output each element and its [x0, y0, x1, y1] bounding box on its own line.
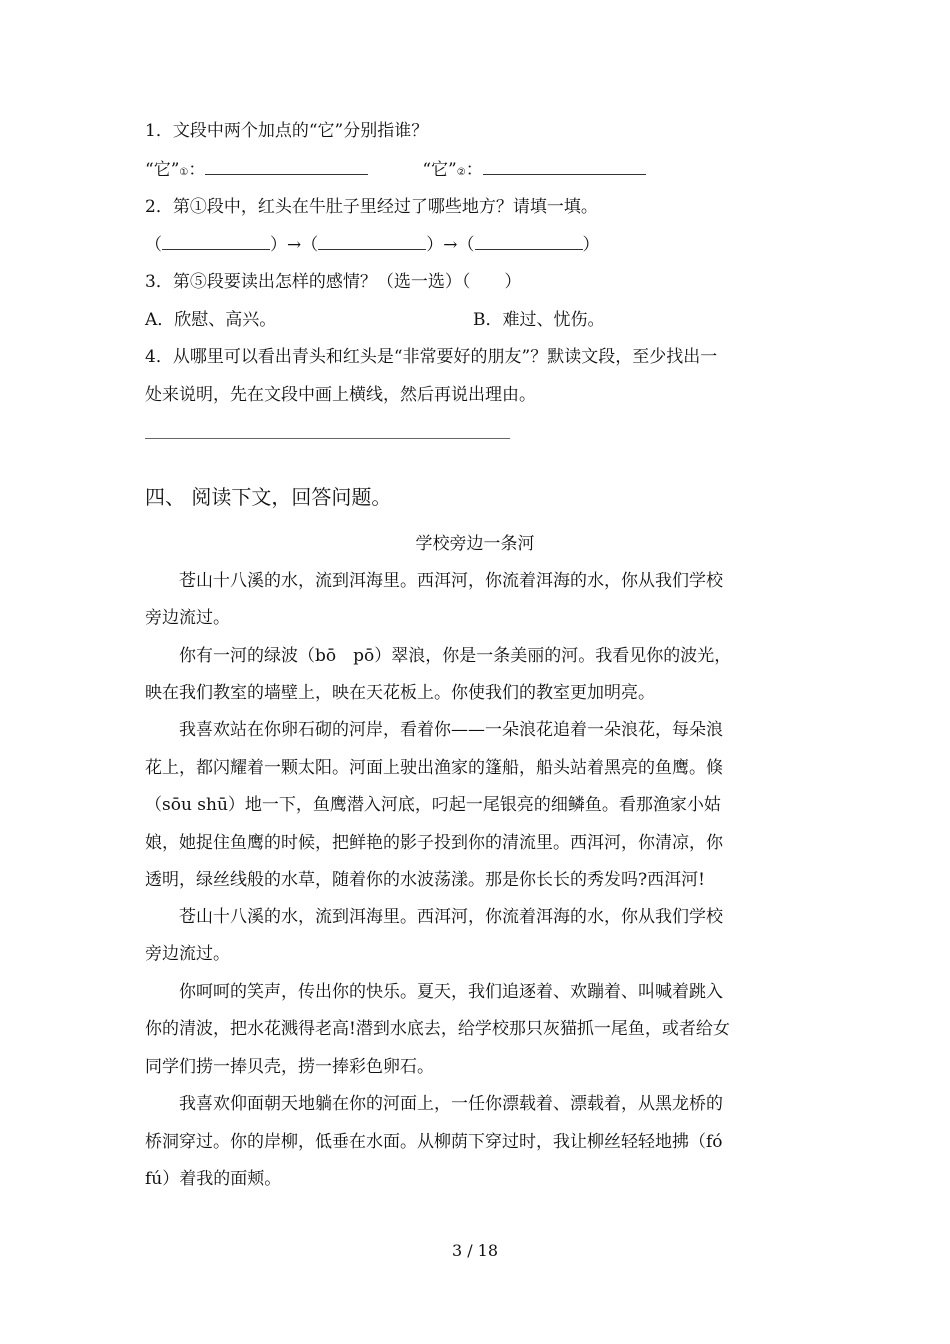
article-line: 映在我们教室的墙壁上，映在天花板上。你使我们的教室更加明亮。	[145, 683, 655, 703]
answer-2-blank[interactable]	[483, 158, 646, 175]
answer-line[interactable]	[145, 438, 510, 439]
article-title: 学校旁边一条河	[415, 534, 535, 554]
article-line: fú）着我的面颊。	[145, 1169, 282, 1189]
question-4-line-2: 处来说明，先在文段中画上横线，然后再说出理由。	[145, 385, 536, 405]
article-line: 我喜欢仰面朝天地躺在你的河面上，一任你漂载着、漂载着，从黑龙桥的	[145, 1094, 723, 1114]
route-blank-3[interactable]	[475, 233, 583, 250]
article-line: 娘，她捉住鱼鹰的时候，把鲜艳的影子投到你的清流里。西洱河，你清凉，你	[145, 833, 723, 853]
answer-1-label: “它”①：	[145, 160, 206, 180]
route-blank-2[interactable]	[318, 233, 426, 250]
page-number: 3 / 18	[451, 1241, 499, 1260]
article-line: 旁边流过。	[145, 608, 230, 628]
option-b[interactable]: B．难过、忧伤。	[473, 310, 605, 330]
article-line: 透明，绿丝线般的水草，随着你的水波荡漾。那是你长长的秀发吗?西洱河!	[145, 870, 705, 890]
article-line: 苍山十八溪的水，流到洱海里。西洱河，你流着洱海的水，你从我们学校	[145, 571, 723, 591]
option-a[interactable]: A．欣慰、高兴。	[145, 310, 277, 330]
arrow-icon: →	[287, 235, 302, 255]
article-line: 桥洞穿过。你的岸柳，低垂在水面。从柳荫下穿过时，我让柳丝轻轻地拂（fó	[145, 1132, 723, 1152]
section-heading: 四、 阅读下文，回答问题。	[145, 485, 392, 509]
arrow-icon: →	[443, 235, 458, 255]
article-line: 你有一河的绿波（bō pō）翠浪，你是一条美丽的河。我看见你的波光，	[145, 646, 732, 666]
article-line: 花上，都闪耀着一颗太阳。河面上驶出渔家的篷船，船头站着黑亮的鱼鹰。倏	[145, 758, 723, 778]
article-line: 苍山十八溪的水，流到洱海里。西洱河，你流着洱海的水，你从我们学校	[145, 907, 723, 927]
question-4-line-1: 4．从哪里可以看出青头和红头是“非常要好的朋友”？默读文段，至少找出一	[145, 347, 718, 367]
question-2-answers: （ ）→（ ）→（ ）	[145, 235, 600, 255]
answer-1-blank[interactable]	[205, 158, 368, 175]
article-line: 同学们捞一捧贝壳，捞一捧彩色卵石。	[145, 1057, 434, 1077]
question-1-answers	[145, 158, 646, 184]
article-line: 旁边流过。	[145, 944, 230, 964]
article-line: 你的清波，把水花溅得老高!潜到水底去，给学校那只灰猫抓一尾鱼，或者给女	[145, 1019, 730, 1039]
question-3: 3．第⑤段要读出怎样的感情？（选一选）（ ）	[145, 272, 522, 292]
question-2: 2．第①段中，红头在牛肚子里经过了哪些地方？请填一填。	[145, 197, 598, 217]
article-line: 你呵呵的笑声，传出你的快乐。夏天，我们追逐着、欢蹦着、叫喊着跳入	[145, 982, 723, 1002]
article-line: 我喜欢站在你卵石砌的河岸，看着你——一朵浪花追着一朵浪花，每朵浪	[145, 720, 723, 740]
question-1: 1．文段中两个加点的“它”分别指谁？	[145, 121, 429, 141]
route-blank-1[interactable]	[162, 233, 270, 250]
answer-2-label: “它”②：	[422, 160, 483, 180]
article-line: （sōu shū）地一下，鱼鹰潜入河底，叼起一尾银亮的细鳞鱼。看那渔家小姑	[145, 795, 721, 815]
